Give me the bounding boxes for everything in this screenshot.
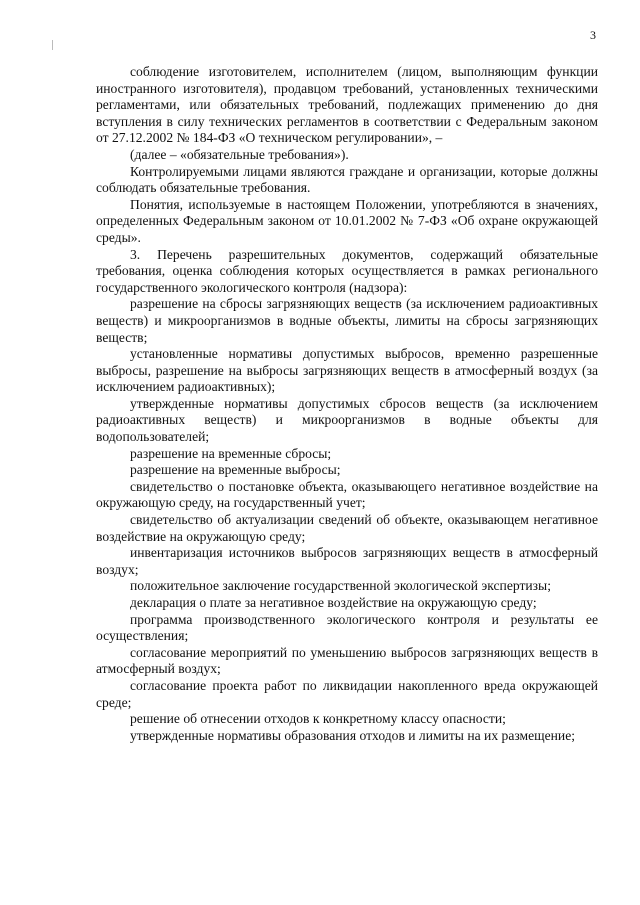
list-item: свидетельство об актуализации сведений об объекте, оказывающем негативное воздействие на окружающую среду; bbox=[96, 512, 598, 544]
list-item: разрешение на временные сбросы; bbox=[130, 445, 332, 461]
list-item: декларация о плате за негативное воздействие на окружающую среду; bbox=[130, 595, 537, 610]
list-item: согласование проекта работ по ликвидации накопленного вреда окружающей среде; bbox=[96, 677, 598, 710]
list-item: разрешение на временные выбросы; bbox=[130, 462, 341, 478]
list-item: утвержденные нормативы образования отходов и лимиты на их размещение; bbox=[130, 727, 576, 743]
list-item: согласование мероприятий по уменьшению выбросов загрязняющих веществ в атмосферный воздух; bbox=[96, 644, 598, 677]
paragraph: соблюдение изготовителем, исполнителем (лицом, выполняющим функции иностранного изготовителя), продавцом требований, установленных техническими регламентами, или обязательных требований, подлежащих применению до дня вступления в силу технических регламентов в соответствии с Федеральным законом от 27.12.2002 № 184-ФЗ «О техническом регулировании», – bbox=[96, 64, 598, 146]
list-item: программа производственного экологического контроля и результаты ее осуществления; bbox=[96, 611, 598, 644]
page-number: 3 bbox=[590, 28, 596, 42]
document-body bbox=[96, 64, 598, 744]
list-item: инвентаризация источников выбросов загрязняющих веществ в атмосферный воздух; bbox=[96, 545, 598, 577]
list-item: положительное заключение государственной экологической экспертизы; bbox=[130, 578, 551, 594]
paragraph: Понятия, используемые в настоящем Положении, употребляются в значениях, определенных Федеральным законом от 10.01.2002 № 7-ФЗ «Об охране окружающей среды». bbox=[96, 196, 598, 245]
paragraph: (далее – «обязательные требования»). bbox=[130, 146, 349, 162]
paragraph: 3. Перечень разрешительных документов, содержащий обязательные требования, оценка соблюдения которых осуществляется в рамках регионального государственного экологического контроля (надзора): bbox=[96, 246, 598, 295]
list-item: установленные нормативы допустимых выбросов, временно разрешенные выбросы, разрешение на выбросы загрязняющих веществ в атмосферный воздух (за исключением радиоактивных); bbox=[96, 346, 598, 395]
paragraph: Контролируемыми лицами являются граждане и организации, которые должны соблюдать обязательные требования. bbox=[96, 163, 598, 196]
list-item: утвержденные нормативы допустимых сбросов веществ (за исключением радиоактивных веществ) и микроорганизмов в водные объекты для водопользователей; bbox=[96, 395, 598, 445]
list-item: разрешение на сбросы загрязняющих веществ (за исключением радиоактивных веществ) и микроорганизмов в водные объекты, лимиты на сбросы загрязняющих веществ; bbox=[96, 296, 598, 345]
list-item: решение об отнесении отходов к конкретному классу опасности; bbox=[130, 711, 506, 727]
list-item: свидетельство о постановке объекта, оказывающего негативное воздействие на окружающую среду, на государственный учет; bbox=[96, 478, 598, 511]
scan-mark bbox=[52, 40, 53, 50]
